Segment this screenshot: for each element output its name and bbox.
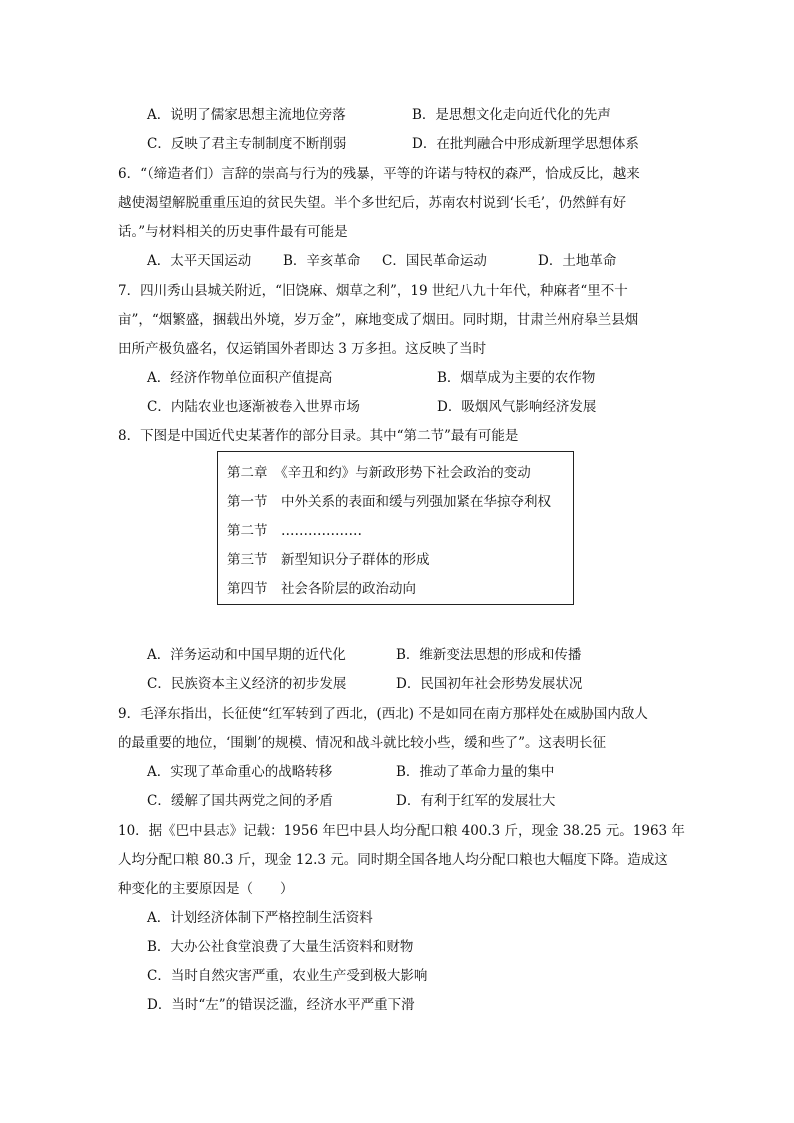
q9-option-c: C．缓解了国共两党之间的矛盾 (147, 793, 333, 809)
toc-section-3: 第三节 新型知识分子群体的形成 (227, 552, 430, 568)
toc-chapter-2: 第二章 《辛丑和约》与新政形势下社会政治的变动 (227, 465, 531, 481)
q6-option-a: A．太平天国运动 (147, 253, 252, 269)
q6-option-b: B．辛亥革命 (283, 253, 361, 269)
q9-stem-line-1: 9．毛泽东指出，长征使“红军转到了西北，(西北) 不是如同在南方那样处在威胁国内敌人 (118, 706, 648, 722)
q8-option-d: D．民国初年社会形势发展状况 (396, 676, 583, 692)
q10-option-b: B．大办公社食堂浪费了大量生活资料和财物 (147, 939, 414, 955)
q9-stem-line-2: 的最重要的地位，‘围剿’的规模、情况和战斗就比较小些，缓和些了”。这表明长征 (118, 735, 606, 751)
q8-option-a: A．洋务运动和中国早期的近代化 (147, 647, 346, 663)
q8-option-b: B．维新变法思想的形成和传播 (396, 647, 582, 663)
q8-stem: 8．下图是中国近代史某著作的部分目录。其中“第二节”最有可能是 (118, 428, 519, 444)
q7-option-d: D．吸烟风气影响经济发展 (437, 399, 597, 415)
q7-option-b: B．烟草成为主要的农作物 (437, 370, 596, 386)
toc-section-1: 第一节 中外关系的表面和缓与列强加紧在华掠夺利权 (227, 494, 551, 510)
q6-stem-line-3: 话。”与材料相关的历史事件最有可能是 (118, 224, 348, 240)
q5-option-c: C．反映了君主专制制度不断削弱 (147, 136, 347, 152)
q7-option-a: A．经济作物单位面积产值提高 (147, 370, 333, 386)
q9-option-d: D．有利于红军的发展壮大 (396, 793, 556, 809)
q10-option-a: A．计划经济体制下严格控制生活资料 (147, 910, 373, 926)
q7-stem-line-2: 亩”，“烟繁盛，捆载出外境，岁万金”，麻地变成了烟田。同时期，甘肃兰州府皋兰县烟 (118, 312, 639, 328)
toc-section-2: 第二节 ……………… (227, 523, 362, 539)
q6-option-c: C．国民革命运动 (382, 253, 487, 269)
q6-stem-line-1: 6．“（缔造者们）言辞的崇高与行为的残暴，平等的许诺与特权的森严，恰成反比，越来 (118, 166, 640, 182)
q10-option-d: D．当时“左”的错误泛滥，经济水平严重下滑 (147, 997, 415, 1013)
q5-option-d: D．在批判融合中形成新理学思想体系 (412, 136, 639, 152)
q10-stem-line-3: 种变化的主要原因是（ ） (118, 881, 294, 897)
q7-stem-line-1: 7．四川秀山县城关附近，“旧饶麻、烟草之利”，19 世纪八九十年代，种麻者“里不十 (118, 283, 628, 299)
q7-option-c: C．内陆农业也逐渐被卷入世界市场 (147, 399, 360, 415)
q6-stem-line-2: 越使渴望解脱重重压迫的贫民失望。半个多世纪后，苏南农村说到‘长毛’，仍然鲜有好 (118, 195, 627, 211)
q10-stem-line-2: 人均分配口粮 80.3 斤，现金 12.3 元。同时期全国各地人均分配口粮也大幅度下降。造成这 (118, 852, 668, 868)
q10-option-c: C．当时自然灾害严重，农业生产受到极大影响 (147, 968, 428, 984)
q6-option-d: D．土地革命 (538, 253, 617, 269)
q9-option-a: A．实现了革命重心的战略转移 (147, 764, 333, 780)
toc-section-4: 第四节 社会各阶层的政治动向 (227, 581, 416, 597)
q5-option-b: B．是思想文化走向近代化的先声 (412, 107, 611, 123)
q5-option-a: A．说明了儒家思想主流地位旁落 (147, 107, 346, 123)
q8-option-c: C．民族资本主义经济的初步发展 (147, 676, 347, 692)
q7-stem-line-3: 田所产极负盛名，仅运销国外者即达 3 万多担。这反映了当时 (118, 341, 487, 357)
q9-option-b: B．推动了革命力量的集中 (396, 764, 555, 780)
table-of-contents-box (217, 451, 574, 605)
q10-stem-line-1: 10．据《巴中县志》记载：1956 年巴中县人均分配口粮 400.3 斤，现金 38.25 元。1963 年 (118, 823, 685, 839)
